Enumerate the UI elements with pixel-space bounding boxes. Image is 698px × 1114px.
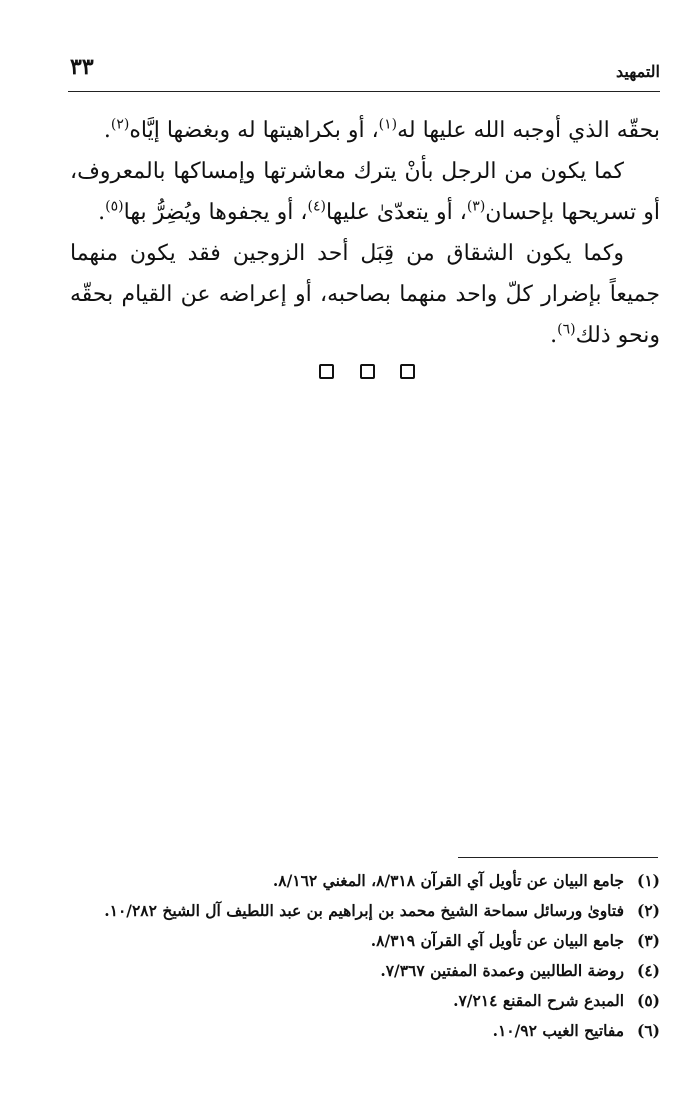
footnote-text: مفاتيح الغيب ١٠/٩٢. [492,1021,624,1040]
footnotes [70,866,660,1046]
footnote-text: المبدع شرح المقنع ٧/٢١٤. [453,991,624,1010]
footnote-text: جامع البيان عن تأويل آي القرآن ٨/٣١٩. [370,931,624,950]
footnote-item [70,986,660,1016]
footnote-number: (٦) [636,1021,660,1040]
footnote-rule [458,857,658,858]
section-divider-ornament [319,364,415,384]
paragraph-3: وكما يكون الشقاق من قِبَل أحد الزوجين فقد يكون منهما جميعاً بإضرار كلّ واحد منهما بصاحبه، أو إعراضه عن القيام بحقّه ونحو ذلك$^{(٦)}$. [70,241,660,348]
footnote-number: (٣) [636,931,660,950]
footnote-text: جامع البيان عن تأويل آي القرآن ٨/٣١٨، المغني ٨/١٦٢. [272,871,624,890]
footnote-text: فتاوىٰ ورسائل سماحة الشيخ محمد بن إبراهيم بن عبد اللطيف آل الشيخ ١٠/٢٨٢. [104,901,624,920]
footnote-ref-4[interactable]: (٤) [307,198,326,215]
footnote-item [70,896,660,926]
box-ornament-icon [319,364,334,379]
footnote-ref-3[interactable]: (٣) [466,198,486,215]
footnote-number: (٥) [636,991,660,1010]
paragraph-1: بحقّه الذي أوجبه الله عليها له$^{(١)}$، أو بكراهيتها له وبغضها إيَّاه$^{(٢)}$. [103,116,660,143]
footnote-text: روضة الطالبين وعمدة المفتين ٧/٣٦٧. [380,961,624,980]
box-ornament-icon [360,364,375,379]
footnote-ref-6[interactable]: (٦) [557,321,576,338]
footnote-number: (١) [636,871,660,890]
paragraph-2: كما يكون من الرجل بأنْ يترك معاشرتها وإمساكها بالمعروف، أو تسريحها بإحسان$^{(٣)}$، أو يتعدّىٰ عليها$^{(٤)}$، أو يجفوها ويُضِرُّ بها$^{(٥)}$. [70,159,660,225]
footnote-number: (٤) [636,961,660,980]
footnote-ref-5[interactable]: (٥) [105,198,124,215]
page-number: ٣٣ [70,54,94,80]
header-rule [68,91,660,92]
chapter-title: التمهيد [616,62,660,81]
footnote-ref-2[interactable]: (٢) [110,116,130,133]
footnote-item [70,1016,660,1046]
main-text [70,110,660,356]
running-header [70,52,660,88]
footnote-item [70,926,660,956]
footnote-item [70,866,660,896]
footnote-ref-1[interactable]: (١) [378,116,398,133]
box-ornament-icon [400,364,415,379]
footnote-number: (٢) [636,901,660,920]
footnote-item [70,956,660,986]
